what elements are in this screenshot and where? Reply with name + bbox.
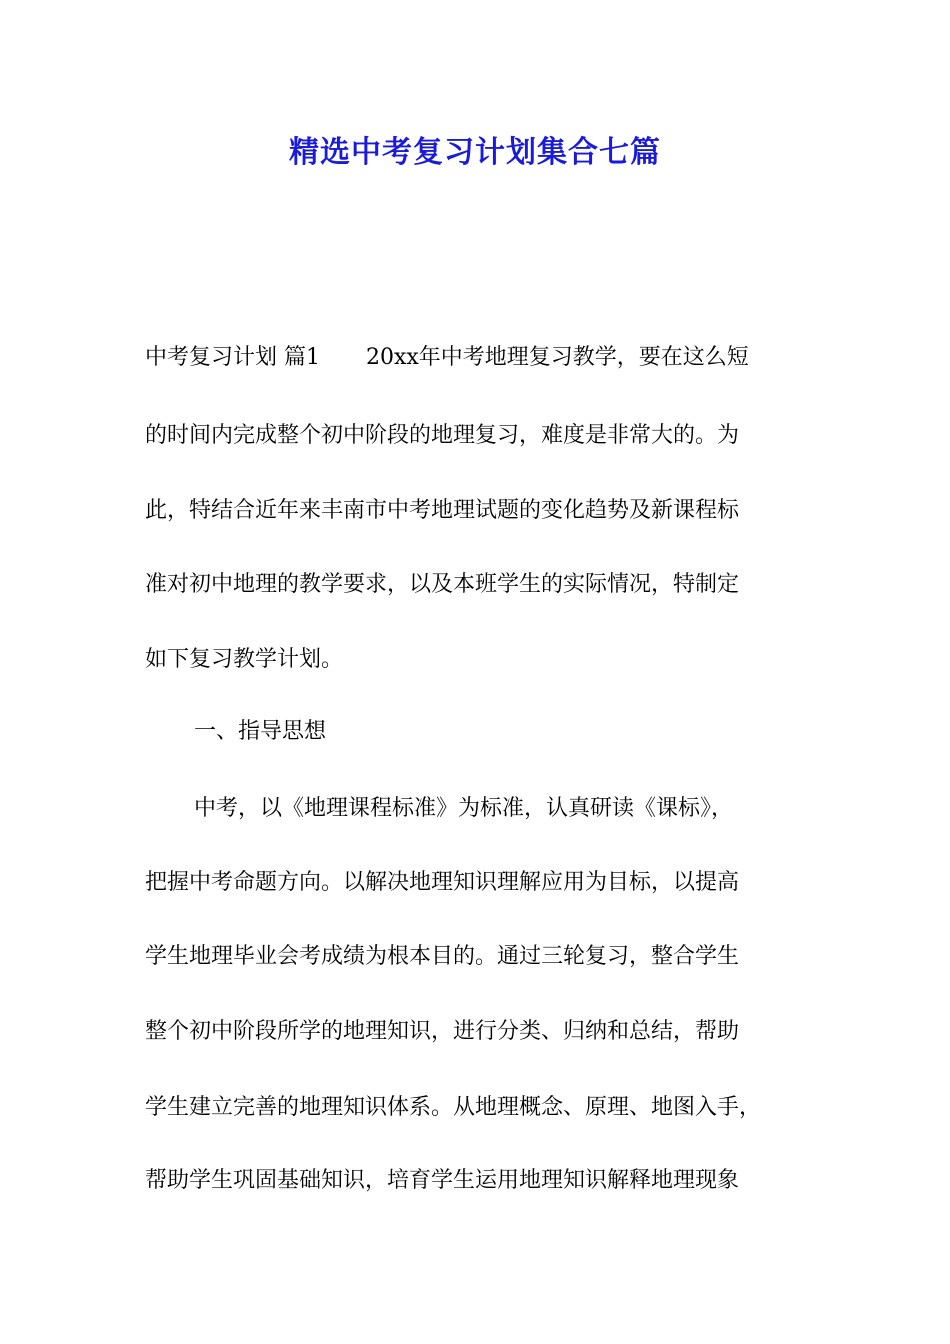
- paragraph-text: 20xx年中考地理复习教学，要在这么短: [366, 345, 749, 370]
- section-heading: 中考复习计划 篇1: [145, 345, 320, 370]
- paragraph-line: 中考，以《地理课程标准》为标准，认真研读《课标》，: [194, 796, 734, 821]
- paragraph-line: 如下复习教学计划。: [145, 647, 344, 672]
- paragraph-line: [145, 342, 749, 374]
- subheading: 一、指导思想: [194, 719, 327, 744]
- paragraph-line: 把握中考命题方向。以解决地理知识理解应用为目标，以提高: [145, 870, 740, 895]
- paragraph-line: 整个初中阶段所学的地理知识，进行分类、归纳和总结，帮助: [145, 1019, 740, 1044]
- paragraph-line: 准对初中地理的教学要求，以及本班学生的实际情况，特制定: [145, 572, 740, 597]
- paragraph-line: 的时间内完成整个初中阶段的地理复习，难度是非常大的。为: [145, 423, 740, 448]
- paragraph-line: 帮助学生巩固基础知识，培育学生运用地理知识解释地理现象: [145, 1168, 740, 1193]
- paragraph-line: 此，特结合近年来丰南市中考地理试题的变化趋势及新课程标: [145, 498, 740, 523]
- paragraph-line: 学生地理毕业会考成绩为根本目的。通过三轮复习，整合学生: [145, 944, 740, 969]
- document-title: 精选中考复习计划集合七篇: [289, 135, 661, 170]
- paragraph-line: 学生建立完善的地理知识体系。从地理概念、原理、地图入手，: [145, 1095, 762, 1120]
